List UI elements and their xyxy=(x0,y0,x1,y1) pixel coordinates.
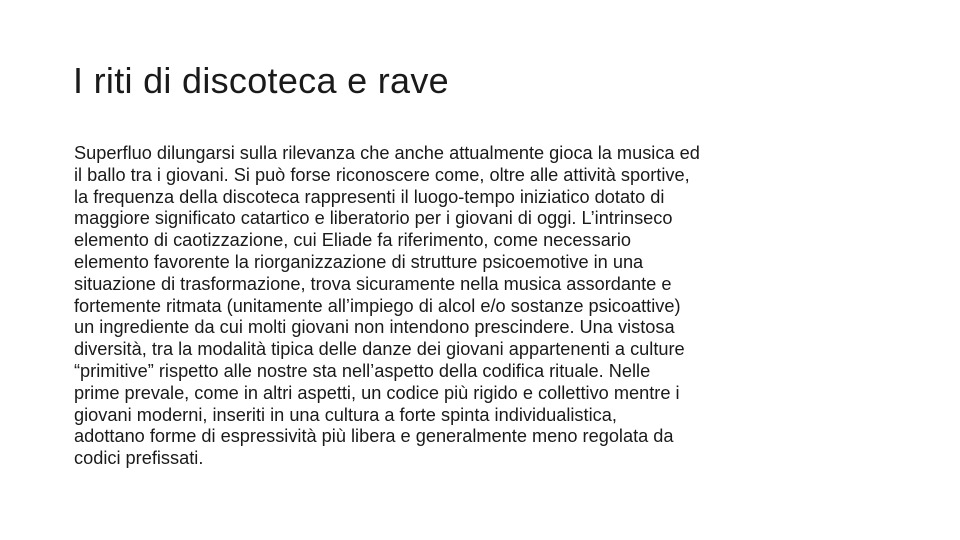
body-line: codici prefissati. xyxy=(74,448,204,469)
body-line: elemento di caotizzazione, cui Eliade fa riferimento, come necessario xyxy=(74,230,632,251)
body-line: maggiore significato catartico e liberatorio per i giovani di oggi. L’intrinseco xyxy=(74,208,673,229)
slide-body-text xyxy=(74,143,894,470)
body-line: Superfluo dilungarsi sulla rilevanza che anche attualmente gioca la musica ed xyxy=(74,143,700,163)
body-line: la frequenza della discoteca rappresenti il luogo-tempo iniziatico dotato di xyxy=(74,186,665,207)
body-line: il ballo tra i giovani. Si può forse riconoscere come, oltre alle attività sportive, xyxy=(74,164,690,185)
slide-title: I riti di discoteca e rave xyxy=(73,60,449,101)
body-line: situazione di trasformazione, trova sicuramente nella musica assordante e xyxy=(74,273,672,294)
body-line: giovani moderni, inseriti in una cultura a forte spinta individualistica, xyxy=(74,404,617,425)
body-line: adottano forme di espressività più libera e generalmente meno regolata da xyxy=(74,426,674,447)
body-line: diversità, tra la modalità tipica delle danze dei giovani appartenenti a culture xyxy=(74,339,685,360)
body-line: fortemente ritmata (unitamente all’impiego di alcol e/o sostanze psicoattive) xyxy=(74,295,681,316)
body-line: elemento favorente la riorganizzazione di strutture psicoemotive in una xyxy=(74,251,644,272)
body-line: “primitive” rispetto alle nostre sta nell’aspetto della codifica rituale. Nelle xyxy=(74,360,651,381)
body-line: prime prevale, come in altri aspetti, un codice più rigido e collettivo mentre i xyxy=(74,382,680,403)
body-line: un ingrediente da cui molti giovani non intendono prescindere. Una vistosa xyxy=(74,317,675,338)
